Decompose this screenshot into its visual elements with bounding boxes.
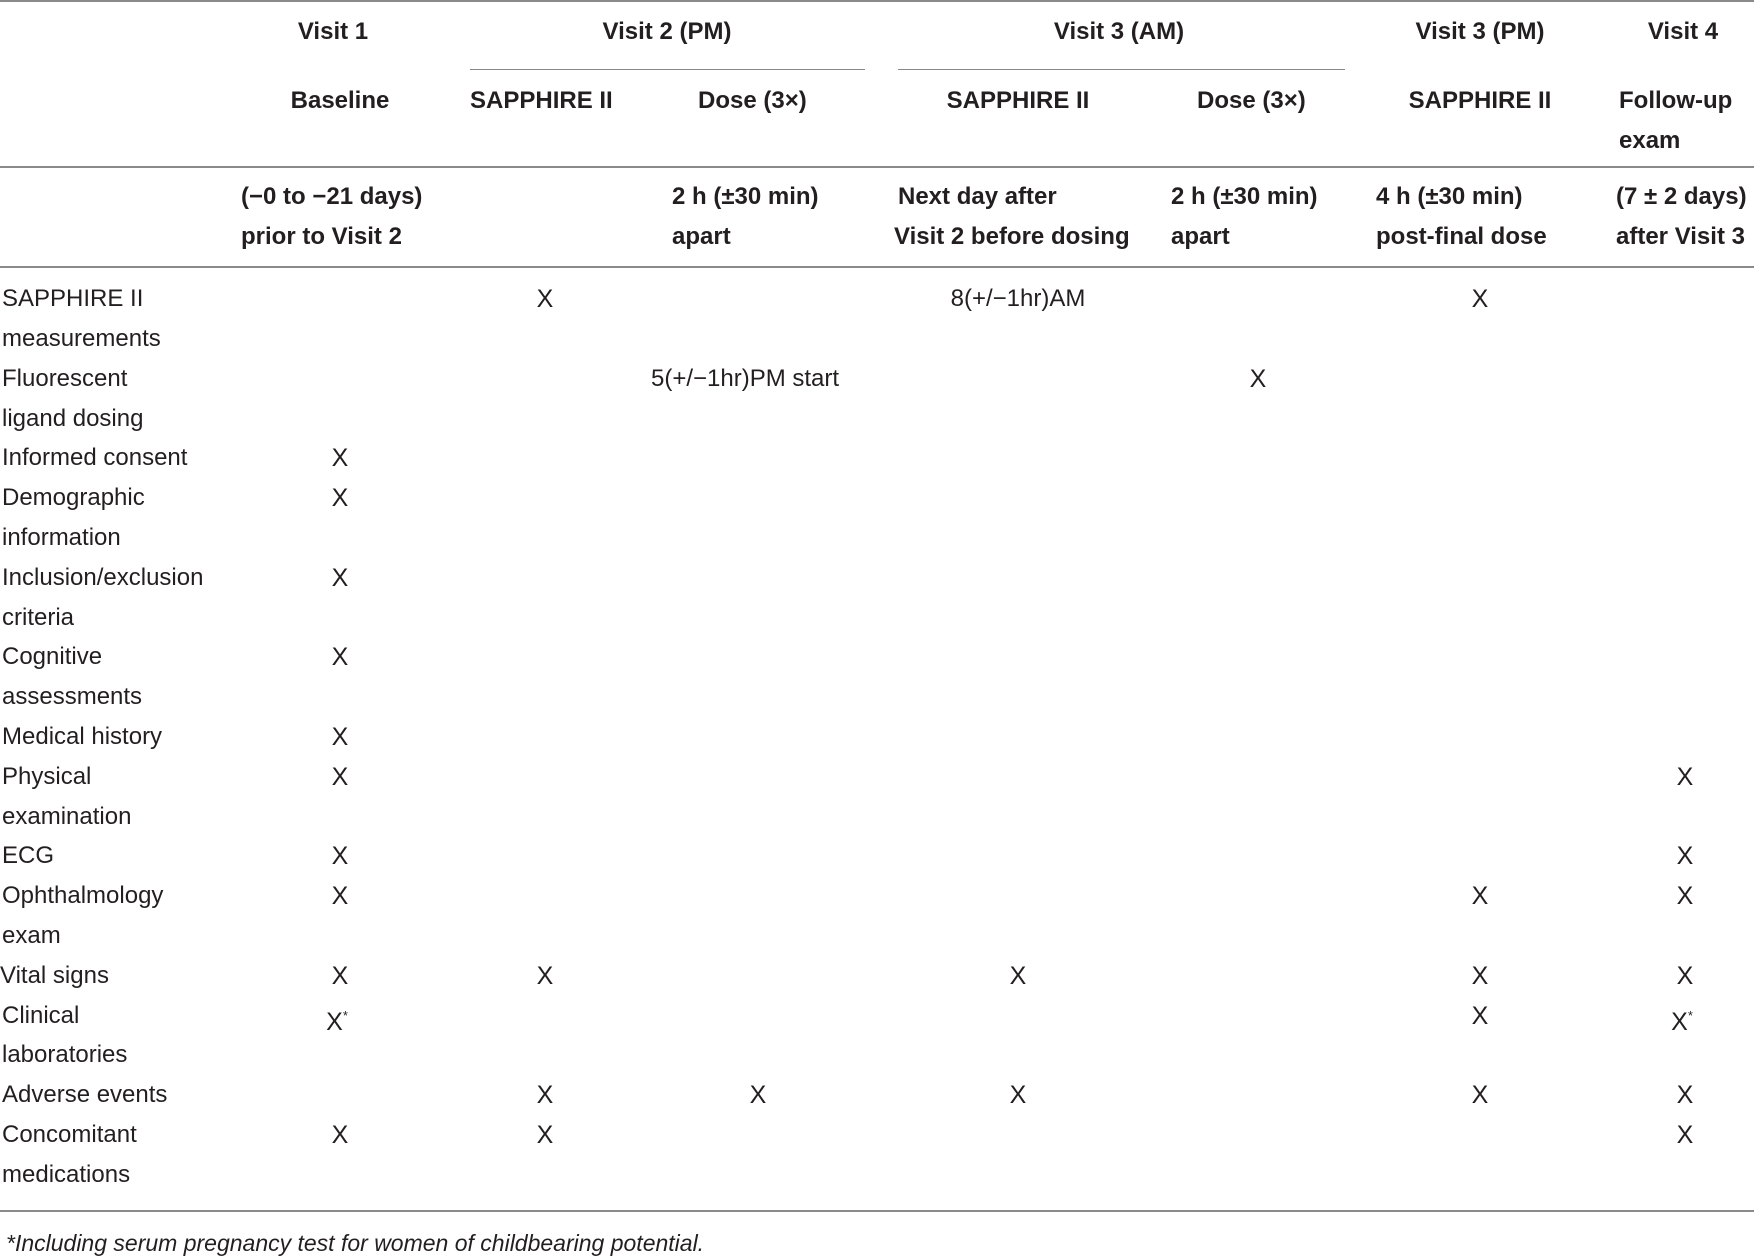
row-label: Vital signs xyxy=(0,962,109,989)
header-visit4: Visit 4 xyxy=(1647,18,1719,45)
cell-mark: X xyxy=(1471,882,1489,910)
header-visit3-pm: Visit 3 (PM) xyxy=(1415,18,1545,45)
cell-mark: X xyxy=(331,763,349,791)
footnote-marker: * xyxy=(1687,1008,1693,1023)
visit2-span-rule xyxy=(470,69,865,70)
timing-v3pm-l1: 4 h (±30 min) xyxy=(1376,183,1523,210)
cell-mark: X xyxy=(331,882,349,910)
table-bottom-rule xyxy=(0,1210,1754,1212)
cell-mark: X xyxy=(749,1081,767,1109)
header-v2-dose: Dose (3×) xyxy=(698,87,807,114)
header-visit3-am: Visit 3 (AM) xyxy=(1053,18,1185,45)
row-label: Demographic xyxy=(2,484,145,511)
header-mid-rule xyxy=(0,166,1754,168)
cell-mark: X xyxy=(1009,1081,1027,1109)
cell-mark: X xyxy=(1676,1081,1694,1109)
header-baseline: Baseline xyxy=(290,87,390,114)
row-label: Ophthalmology xyxy=(2,882,164,909)
timing-v4-l1: (7 ± 2 days) xyxy=(1616,183,1747,210)
cell-mark: X xyxy=(1676,763,1694,791)
top-rule xyxy=(0,0,1754,2)
timing-v3-sapphire-l1: Next day after xyxy=(898,183,1057,210)
cell-mark: X xyxy=(331,1121,349,1149)
timing-v2-dose-l2: apart xyxy=(672,223,731,250)
row-label: measurements xyxy=(2,325,161,352)
row-label: ligand dosing xyxy=(2,405,144,432)
header-v2-sapphire: SAPPHIRE II xyxy=(470,87,613,114)
row-label: exam xyxy=(2,922,61,949)
cell-mark: X xyxy=(1249,365,1267,393)
row-label: information xyxy=(2,524,121,551)
cell-mark: X xyxy=(1676,1121,1694,1149)
cell-mark: X xyxy=(331,564,349,592)
cell-sapphire-v3am: 8(+/−1hr)AM xyxy=(950,285,1086,312)
cell-mark-footnoted xyxy=(1652,996,1712,1042)
cell-mark-footnoted xyxy=(307,996,367,1042)
cell-mark: X xyxy=(1471,1081,1489,1109)
timing-v3-dose-l1: 2 h (±30 min) xyxy=(1171,183,1318,210)
cell-mark: X xyxy=(1471,962,1489,990)
cell-mark: X xyxy=(1471,285,1489,313)
cell-mark: X xyxy=(331,444,349,472)
visit3-span-rule xyxy=(898,69,1345,70)
cell-mark: X xyxy=(331,723,349,751)
row-label: laboratories xyxy=(2,1041,128,1068)
cell-mark: X xyxy=(331,842,349,870)
row-label: criteria xyxy=(2,604,75,631)
row-label: Adverse events xyxy=(2,1081,168,1108)
cell-mark: X xyxy=(1676,882,1694,910)
header-bottom-rule xyxy=(0,266,1754,268)
timing-baseline-l2: prior to Visit 2 xyxy=(241,223,402,250)
header-v4-followup-l2: exam xyxy=(1619,127,1681,154)
row-label: ECG xyxy=(2,842,55,869)
row-label: medications xyxy=(2,1161,131,1188)
cell-mark: X xyxy=(326,1008,343,1036)
timing-v4-l2: after Visit 3 xyxy=(1616,223,1745,250)
cell-mark: X xyxy=(331,643,349,671)
header-v3-sapphire: SAPPHIRE II xyxy=(946,87,1090,114)
row-label: Fluorescent xyxy=(2,365,128,392)
cell-mark: X xyxy=(536,1081,554,1109)
timing-v3pm-l2: post-final dose xyxy=(1376,223,1547,250)
header-visit1: Visit 1 xyxy=(297,18,369,45)
cell-mark: X xyxy=(1676,842,1694,870)
timing-v2-dose-l1: 2 h (±30 min) xyxy=(672,183,819,210)
row-label: examination xyxy=(2,803,132,830)
header-v3pm-sapphire: SAPPHIRE II xyxy=(1408,87,1552,114)
cell-mark: X xyxy=(331,962,349,990)
row-label: Physical xyxy=(2,763,92,790)
cell-mark: X xyxy=(1009,962,1027,990)
row-label: SAPPHIRE II xyxy=(2,285,144,312)
row-label: Inclusion/exclusion xyxy=(2,564,204,591)
header-v4-followup-l1: Follow-up xyxy=(1619,87,1733,114)
timing-v3-sapphire-l2: Visit 2 before dosing xyxy=(894,223,1130,250)
cell-mark: X xyxy=(331,484,349,512)
timing-v3-dose-l2: apart xyxy=(1171,223,1230,250)
table-footnote: *Including serum pregnancy test for women of childbearing potential. xyxy=(6,1230,705,1256)
row-label: Medical history xyxy=(2,723,163,750)
row-label: Clinical xyxy=(2,1002,80,1029)
footnote-marker: * xyxy=(342,1008,348,1023)
timing-baseline-l1: (−0 to −21 days) xyxy=(241,183,423,210)
row-label: Concomitant xyxy=(2,1121,137,1148)
header-v3-dose: Dose (3×) xyxy=(1197,87,1306,114)
row-label: Informed consent xyxy=(2,444,188,471)
cell-mark: X xyxy=(1676,962,1694,990)
row-label: assessments xyxy=(2,683,143,710)
cell-mark: X xyxy=(1471,1002,1489,1030)
cell-mark: X xyxy=(1671,1008,1688,1036)
cell-dosing-v2: 5(+/−1hr)PM start xyxy=(651,365,840,392)
row-label: Cognitive xyxy=(2,643,103,670)
cell-mark: X xyxy=(536,285,554,313)
header-visit2-pm: Visit 2 (PM) xyxy=(602,18,732,45)
cell-mark: X xyxy=(536,1121,554,1149)
cell-mark: X xyxy=(536,962,554,990)
